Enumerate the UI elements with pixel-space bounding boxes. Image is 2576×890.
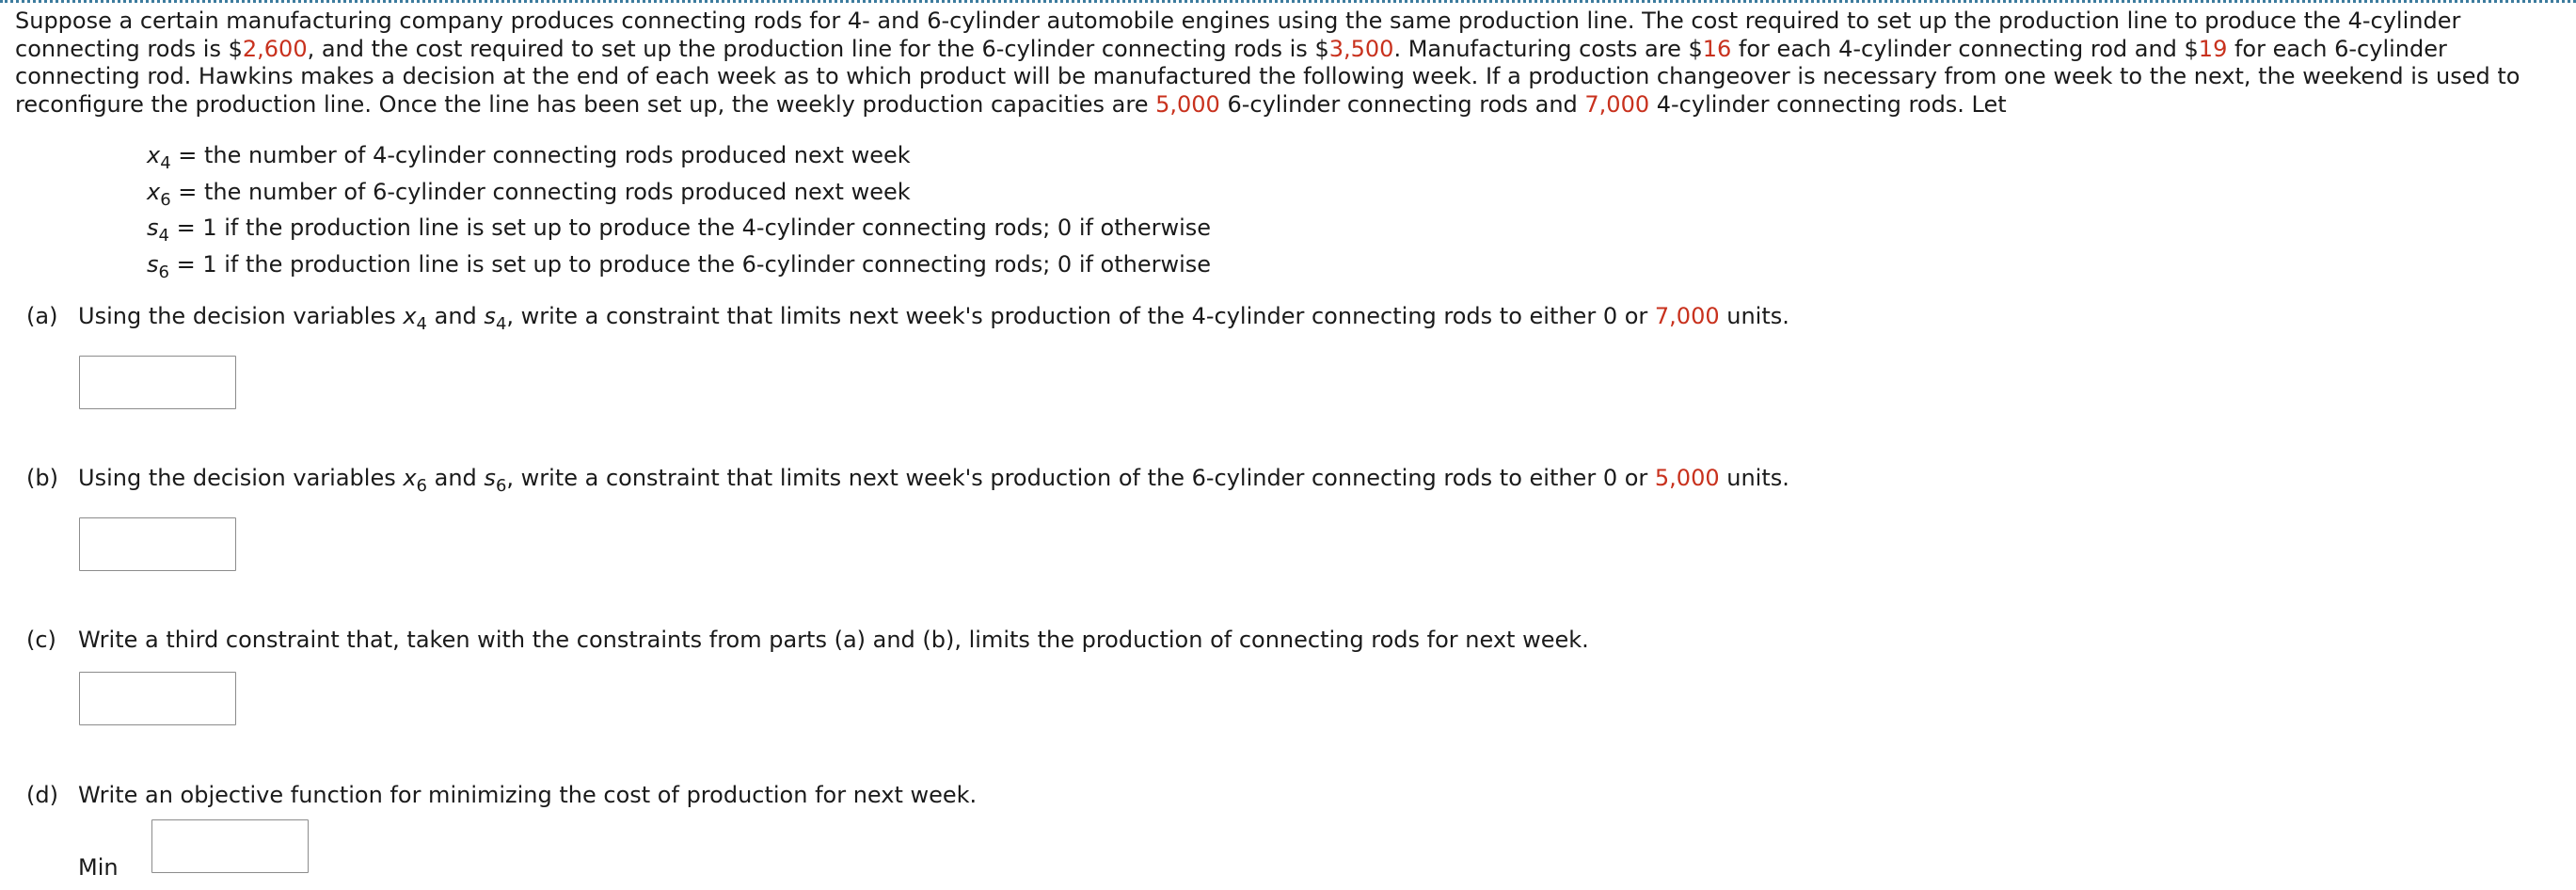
part-a-answer-input[interactable] — [79, 356, 236, 409]
problem-statement: Suppose a certain manufacturing company produces connecting rods for 4- and 6-cylinder automobile engines using the same production line. The cost required to set up the production line to produce the 4-cylinder connecting rods is $2,600, and the cost required to set up the production line for the 6-cylinder connecting rods is $3,500. Manufacturing costs are $16 for each 4-cylinder connecting rod and $19 for each 6-cylinder connecting rod. Hawkins makes a decision at the end of each week as to which product will be manufactured the following week. If a production changeover is necessary from one week to the next, the weekend is used to reconfigure the production line. Once the line has been set up, the weekly production capacities are 5,000 6-cylinder connecting rods and 7,000 4-cylinder connecting rods. Let — [15, 8, 2520, 118]
capacity-4: 7,000 — [1584, 90, 1650, 118]
unit-cost-6: 19 — [2198, 35, 2228, 62]
setup-cost-4: 2,600 — [242, 35, 308, 62]
part-d-question: (d) Write an objective function for minimizing the cost of production for next week. — [26, 782, 978, 808]
definition-s6: $s_6 = 1$ if the production line is set up to produce the 6-cylinder connecting rods; 0 if otherwise — [147, 250, 1212, 282]
part-c-question: (c) Write a third constraint that, taken with the constraints from parts (a) and (b), limits the production of connecting rods for next week. — [26, 627, 1589, 653]
part-a-question: (a) Using the decision variables $x_4$ and $s_4$, write a constraint that limits next week's production of the 4-cylinder connecting rods to either 0 or 7,000 units. — [26, 303, 1789, 334]
top-dotted-border — [0, 0, 2576, 3]
min-label: Min — [78, 854, 119, 881]
capacity-6: 5,000 — [1155, 90, 1220, 118]
part-d-objective-input[interactable] — [151, 819, 309, 873]
setup-cost-6: 3,500 — [1328, 35, 1394, 62]
definition-s4: $s_4 = 1$ if the production line is set up to produce the 4-cylinder connecting rods; 0 if otherwise — [147, 215, 1212, 246]
part-b-question: (b) Using the decision variables $x_6$ and $s_6$, write a constraint that limits next week's production of the 6-cylinder connecting rods to either 0 or 5,000 units. — [26, 465, 1789, 496]
part-c-answer-input[interactable] — [79, 672, 236, 725]
definition-x4: $x_4$ = the number of 4-cylinder connecting rods produced next week — [147, 142, 911, 173]
variable-definitions — [147, 139, 1211, 284]
unit-cost-4: 16 — [1702, 35, 1732, 62]
definition-x6: $x_6$ = the number of 6-cylinder connecting rods produced next week — [147, 178, 911, 210]
part-b-answer-input[interactable] — [79, 517, 236, 571]
